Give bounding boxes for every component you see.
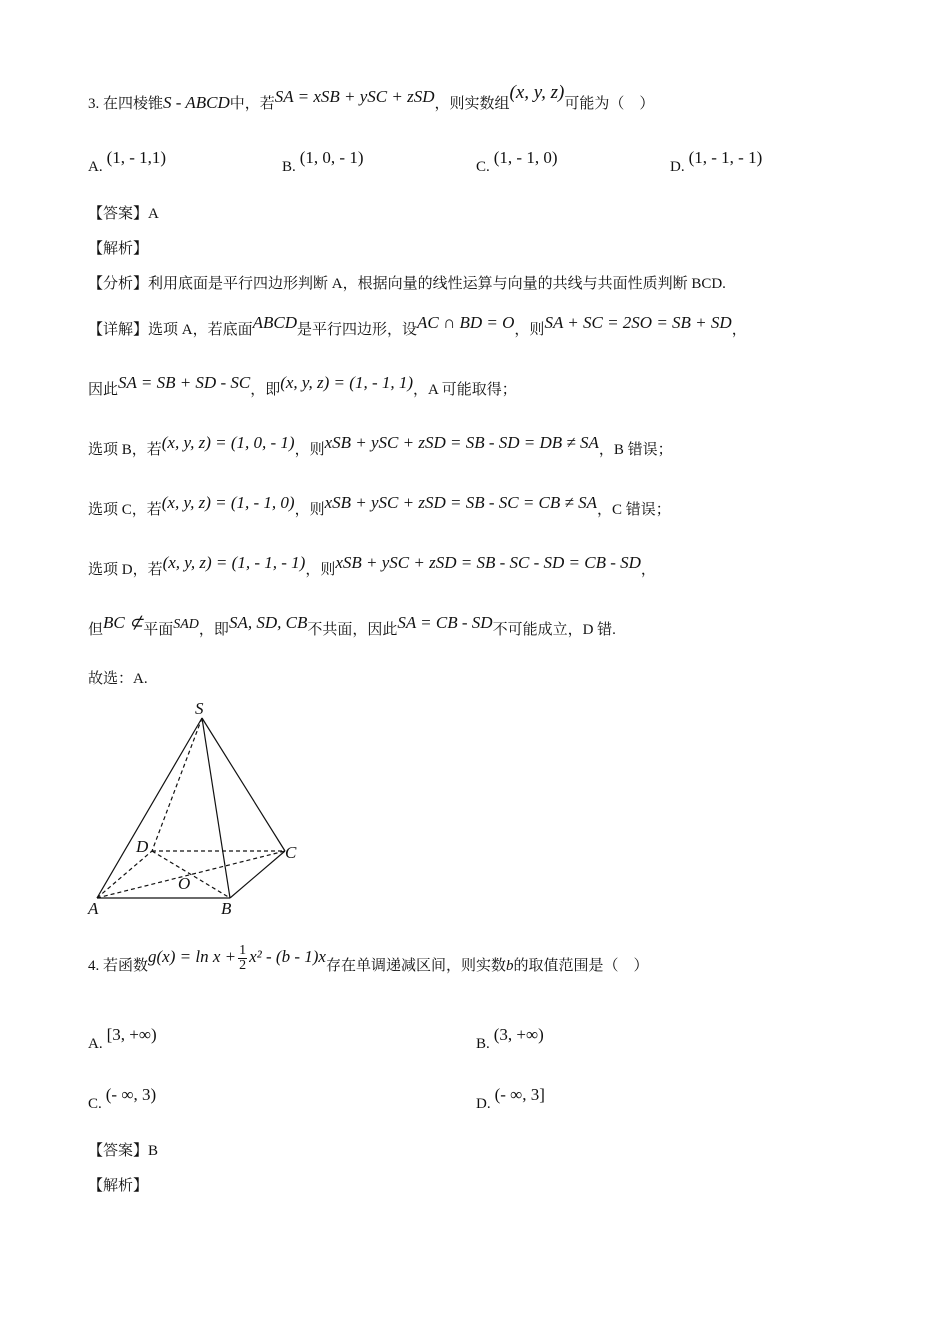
label-B: B	[221, 899, 232, 918]
edge-BC	[230, 851, 285, 898]
q3-stem: 3. 在四棱锥S - ABCD中，若SA = xSB + ySC + zSD，则实数组(x, y, z)可能为（ ）	[88, 82, 655, 112]
q3-detail-line6: 但BC ⊄平面SAD，即SA, SD, CB不共面，因此SA = CB - SD不可能成立，D 错.	[88, 613, 616, 638]
q3-equation: SA = xSB + ySC + zSD	[274, 87, 435, 106]
q3-detail-line3: 选项 B，若(x, y, z) = (1, 0, - 1)，则xSB + ySC + zSD = SB - SD = DB ≠ SA，B 错误；	[88, 433, 673, 458]
q3-fenxi: 【分析】利用底面是平行四边形判断 A，根据向量的线性运算与向量的共线与共面性质判断 BCD.	[88, 276, 726, 292]
label-D: D	[136, 837, 149, 856]
q4-option-b[interactable]: B. (3, +∞)	[476, 1025, 544, 1052]
edge-SD	[152, 718, 202, 851]
q3-detail-line4: 选项 C，若(x, y, z) = (1, - 1, 0)，则xSB + ySC + zSD = SB - SC = CB ≠ SA，C 错误；	[88, 493, 671, 518]
label-C: C	[285, 843, 297, 862]
q4-fraction: $\frac{1}{2}$	[239, 943, 247, 973]
label-S: S	[195, 699, 204, 718]
label-A: A	[88, 899, 99, 918]
label-O: O	[178, 874, 191, 893]
q4-func-lhs: g(x) = ln x +	[148, 946, 237, 966]
q3-option-a[interactable]: A. (1, - 1,1)	[88, 148, 167, 175]
edge-DB	[152, 851, 230, 898]
q4-option-c[interactable]: C. (- ∞, 3)	[88, 1085, 157, 1112]
q3-detail-line1: 【详解】选项 A，若底面ABCD是平行四边形，设AC ∩ BD = O，则SA + SC = 2SO = SB + SD，	[88, 313, 747, 338]
q4-answer: 【答案】B	[88, 1143, 159, 1159]
q3-conclusion: 故选：A.	[88, 671, 148, 687]
q4-option-a[interactable]: A. [3, +∞)	[88, 1025, 157, 1052]
q4-stem: 4. 若函数g(x) = ln x + $\frac{1}{2}$ x² - (b - 1)x存在单调递减区间，则实数b的取值范围是（ ）	[88, 943, 649, 974]
q4-analysis-title: 【解析】	[88, 1178, 149, 1194]
q3-tuple: (x, y, z)	[509, 82, 565, 103]
pyramid-figure	[80, 698, 320, 920]
pyramid-name: S - ABCD	[163, 93, 230, 112]
q3-detail-line2: 因此SA = SB + SD - SC，即(x, y, z) = (1, - 1, 1)，A 可能取得；	[88, 373, 517, 398]
q3-detail-line5: 选项 D，若(x, y, z) = (1, - 1, - 1)，则xSB + ySC + zSD = SB - SC - SD = CB - SD，	[88, 553, 656, 578]
edge-SA	[97, 718, 202, 898]
q3-analysis-title: 【解析】	[88, 241, 149, 257]
q4-func-rhs: x² - (b - 1)x	[249, 946, 326, 966]
q3-answer: 【答案】A	[88, 206, 159, 222]
q4-option-d[interactable]: D. (- ∞, 3]	[476, 1085, 545, 1112]
q3-option-c[interactable]: C. (1, - 1, 0)	[476, 148, 558, 175]
edge-SC	[202, 718, 285, 851]
q3-option-d[interactable]: D. (1, - 1, - 1)	[670, 148, 763, 175]
q3-option-b[interactable]: B. (1, 0, - 1)	[282, 148, 364, 175]
